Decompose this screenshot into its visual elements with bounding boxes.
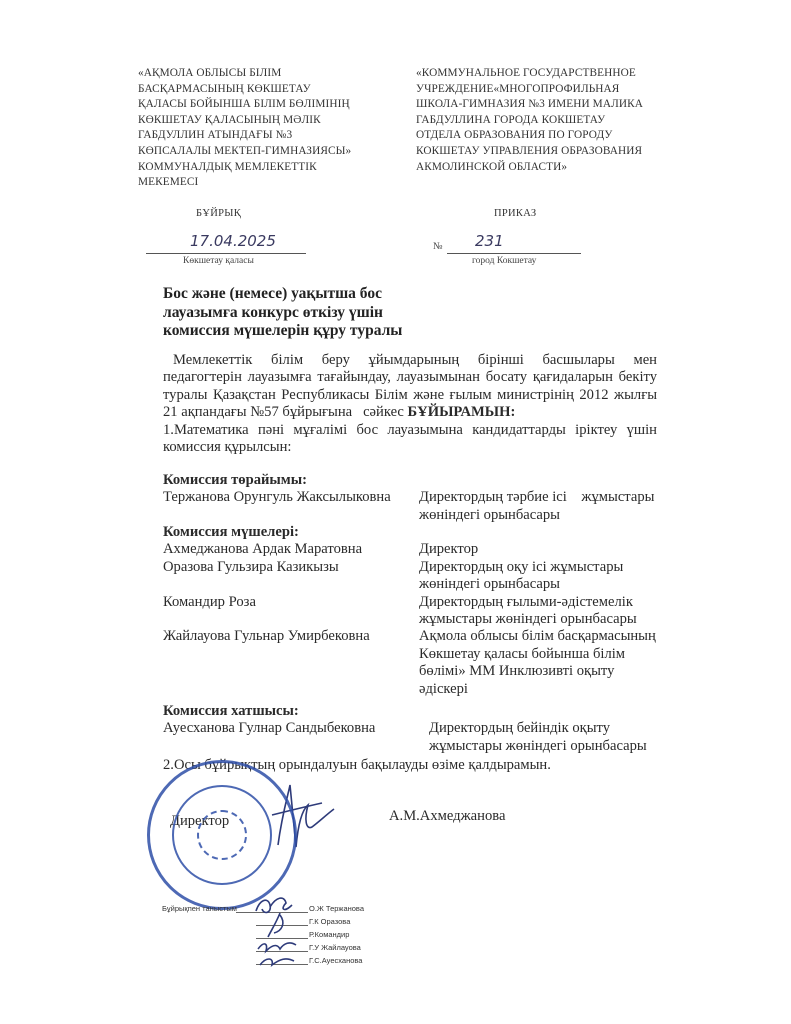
position-line: Директордың тәрбие ісі жұмыстары <box>419 489 655 506</box>
header-line: ГАБДУЛЛИНА ГОРОДА КОКШЕТАУ <box>416 113 606 126</box>
member-position <box>419 628 673 698</box>
position-line: жұмыстары жөніндегі орынбасары <box>419 611 637 628</box>
item2: 2.Осы бұйрықтың орындалуын бақылауды өзіме қалдырамын. <box>163 757 551 773</box>
kazakh-city: Көкшетау қаласы <box>183 256 254 266</box>
member-name: Командир Роза <box>163 593 256 610</box>
position-line: жұмыстары жөніндегі орынбасары <box>429 737 647 754</box>
member-position <box>419 541 673 558</box>
russian-doc-type: ПРИКАЗ <box>494 208 537 219</box>
acquainted-name: О.Ж Тержанова <box>309 904 365 913</box>
chair-position <box>419 489 673 524</box>
acquainted-name: Г.К Оразова <box>309 917 351 926</box>
position-line: жөніндегі орынбасары <box>419 506 560 523</box>
acquainted-name: Г.С.Ауесханова <box>309 956 363 965</box>
chair-row <box>163 489 673 524</box>
member-name: Ахмеджанова Ардак Маратовна <box>163 541 363 558</box>
preamble-line: педагогтерін лауазымға тағайындау, лауазымынан босату қағидаларын бекіту <box>163 369 657 386</box>
header-line: «АҚМОЛА ОБЛЫСЫ БІЛІМ <box>138 67 282 79</box>
header-line: КОММУНАЛДЫҚ МЕМЛЕКЕТТІК <box>138 160 317 173</box>
member-row <box>163 559 673 594</box>
subject-line: лауазымға конкурс өткізу үшін <box>163 303 383 321</box>
member-row <box>163 628 673 698</box>
members-heading: Комиссия мүшелері: <box>163 524 299 540</box>
subject-line: комиссия мүшелерін құру туралы <box>163 322 403 339</box>
header-line: МЕКЕМЕСІ <box>138 176 199 189</box>
date-underline <box>146 253 306 254</box>
russian-city: город Кокшетау <box>472 256 537 266</box>
preamble-line: туралы Қазақстан Республикасы Білім және ғылым министрінің 2012 жылғы <box>163 386 657 403</box>
secretary-position <box>429 720 683 755</box>
item1-line: комиссия құрылсын: <box>163 439 292 456</box>
header-line: БАСҚАРМАСЫНЫҢ КӨКШЕТАУ <box>138 82 311 95</box>
header-line: АКМОЛИНСКОЙ ОБЛАСТИ» <box>416 160 568 173</box>
handwritten-number: 231 <box>475 232 504 250</box>
acquaintance-signatures <box>250 893 314 975</box>
official-stamp <box>147 760 297 910</box>
item1-line: 1.Математика пәні мұғалімі бос лауазымына кандидаттарды іріктеу үшін <box>163 421 657 438</box>
director-name: А.М.Ахмеджанова <box>389 808 506 824</box>
russian-org-header <box>416 66 643 175</box>
number-prefix: № <box>433 241 443 252</box>
commission-chair-section <box>163 472 673 524</box>
acquainted-name: Г.У Жайлауова <box>309 943 361 952</box>
position-line: Көкшетау қаласы бойынша білім <box>419 645 626 662</box>
chair-heading: Комиссия төрайымы: <box>163 472 308 488</box>
position-line: әдіскері <box>419 680 468 697</box>
commission-members-section <box>163 524 673 698</box>
preamble <box>163 352 657 456</box>
header-line: КОКШЕТАУ УПРАВЛЕНИЯ ОБРАЗОВАНИЯ <box>416 144 643 157</box>
state-emblem-icon <box>197 810 247 860</box>
secretary-heading: Комиссия хатшысы: <box>163 703 299 719</box>
kazakh-doc-type: БҰЙРЫҚ <box>196 208 241 219</box>
member-row <box>163 541 673 558</box>
header-line: «КОММУНАЛЬНОЕ ГОСУДАРСТВЕННОЕ <box>416 67 636 79</box>
secretary-name: Ауесханова Гулнар Сандыбековна <box>163 720 376 737</box>
order-directive: БҰЙЫРАМЫН: <box>407 404 516 421</box>
position-line: Директор <box>419 541 479 558</box>
kazakh-org-header <box>138 66 351 191</box>
header-line: КӨКШЕТАУ ҚАЛАСЫНЫҢ МӘЛІК <box>138 113 321 126</box>
acquainted-name: Р.Командир <box>309 930 350 939</box>
preamble-text: 21 ақпандағы №57 бұйрығына сәйкес <box>163 404 408 421</box>
handwritten-date: 17.04.2025 <box>190 232 276 250</box>
position-line: Ақмола облысы білім басқармасының <box>419 628 656 645</box>
header-line: ГАБДУЛЛИН АТЫНДАҒЫ №3 <box>138 129 293 142</box>
preamble-line: Мемлекеттік білім беру ұйымдарының бірінші басшылары мен <box>173 352 657 368</box>
position-line: бөлімі» ММ Инклюзивті оқыту <box>419 663 615 680</box>
header-line: ОТДЕЛА ОБРАЗОВАНИЯ ПО ГОРОДУ <box>416 129 613 142</box>
header-line: ҚАЛАСЫ БОЙЫНША БІЛІМ БӨЛІМІНІҢ <box>138 98 350 111</box>
secretary-row <box>163 720 683 755</box>
header-line: ШКОЛА-ГИМНАЗИЯ №3 ИМЕНИ МАЛИКА <box>416 98 643 111</box>
header-line: КӨПСАЛАЛЫ МЕКТЕП-ГИМНАЗИЯСЫ» <box>138 144 352 157</box>
preamble-last-line <box>163 404 657 421</box>
member-position <box>419 594 673 629</box>
number-underline <box>447 253 581 254</box>
member-position <box>419 559 673 594</box>
acquainted-label: Бұйрықпен таныстым <box>162 904 237 913</box>
position-line: жөніндегі орынбасары <box>419 576 560 593</box>
director-title: Директор <box>170 813 230 829</box>
position-line: Директордың бейіндік оқыту <box>429 720 610 737</box>
order-subject <box>163 285 402 341</box>
member-name: Жайлауова Гульнар Умирбековна <box>163 628 370 645</box>
header-line: УЧРЕЖДЕНИЕ«МНОГОПРОФИЛЬНАЯ <box>416 82 620 95</box>
commission-secretary-section <box>163 703 683 755</box>
position-line: Директордың оқу ісі жұмыстары <box>419 558 624 575</box>
member-name: Оразова Гульзира Казикызы <box>163 558 339 575</box>
subject-line: Бос және (немесе) уақытша бос <box>163 285 382 302</box>
member-row <box>163 594 673 629</box>
position-line: Директордың ғылыми-әдістемелік <box>419 593 633 610</box>
chair-name: Тержанова Орунгуль Жаксылыковна <box>163 489 391 506</box>
